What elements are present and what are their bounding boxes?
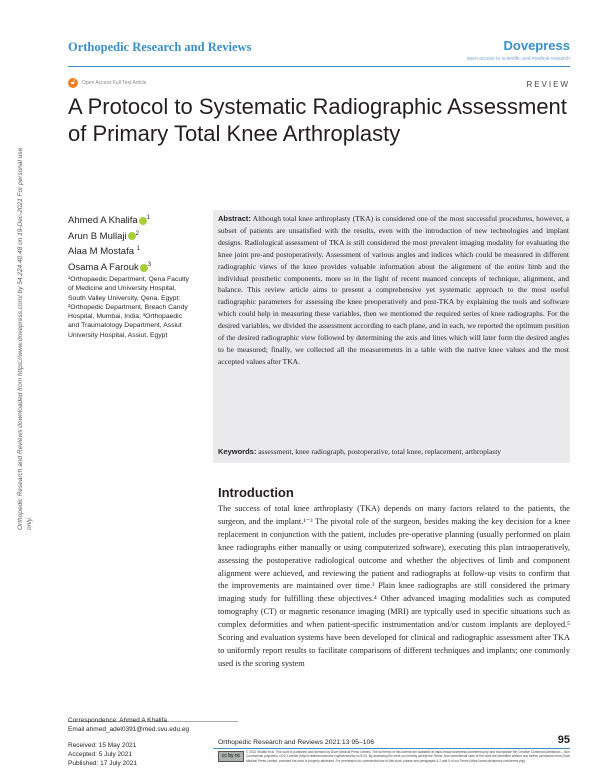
author-affiliation-mark: 1 [146, 215, 151, 221]
keywords-label: Keywords: [218, 447, 257, 456]
author-affiliation-mark: 3 [147, 261, 152, 268]
cc-license-icon[interactable]: cc by nc [218, 751, 244, 762]
author [68, 212, 151, 228]
received-date: Received: 15 May 2021 [68, 742, 137, 749]
keywords-text: assessment, knee radiograph, postoperative, total knee, replacement, arthroplasty [258, 447, 502, 456]
download-watermark [8, 140, 54, 530]
author-affiliation-mark: 1 [136, 246, 140, 253]
author-affiliation-mark: 2 [135, 230, 139, 237]
author [68, 228, 151, 244]
section-heading: Introduction [218, 485, 294, 500]
open-access-icon: 🔓︎ [68, 78, 78, 88]
affiliations: ¹Orthopaedic Department, Qena Faculty of Medicine and University Hospital, South Valley University, Qena, Egypt; ²Orthopedic Department, Breach Candy Hospital, Mumbai, India; ³Orthopaedic and Traumatology Department, Assiut University Hospital, Assiut, Egypt [68, 276, 189, 339]
page-number: 95 [557, 734, 570, 746]
introduction-text: The success of total knee arthroplasty (TKA) depends on many factors related to the patients, the surgeon, and the implant.¹⁻³ The pivotal role of the surgeon, besides making the key decision for a knee replacement in conjunction with the patient, includes pre-operative planning (usually performed on plain knee radiographs either manually or using computerized software), executing this plan intraoperatively, assessing the postoperative radiological outcome and whether the objectives of limb and component alignment were achieved, and reviewing the patient and radiographs at follow-up visits to confirm that the improvements are maintained over time.³ Plain knee radiographs are still considered the primary imaging study for fulfilling these objectives.⁴ Other advanced imaging modalities such as computed tomography (CT) or magnetic resonance imaging (MRI) are typically used in specific situations such as complex deformities and when patient-specific instrumentation and/or custom implants are deployed.⁵ Scoring and evaluation systems have been developed for clinical and radiographic assessment after TKA to uniformly report results to facilitate comparisons of different techniques and implants; one commonly used is the scoring system [218, 504, 570, 668]
article-title: A Protocol to Systematic Radiographic Assessment of Primary Total Knee Arthroplasty [68, 94, 567, 146]
author [68, 243, 151, 259]
download-watermark-text: Orthopedic Research and Reviews downloaded from https://www.dovepress.com/ by 54.224.40.48 on 19-Dec-2021 For personal use only. [17, 147, 33, 530]
author-name: Ahmed A Khalifa [68, 215, 138, 227]
abstract-label: Abstract: [218, 214, 251, 223]
article-type: REVIEW [526, 80, 570, 89]
publisher-tagline: open access to scientific and medical research [466, 56, 570, 62]
header-divider [68, 66, 570, 67]
journal-name: Orthopedic Research and Reviews [68, 40, 252, 54]
author-name: Osama A Farouk [68, 262, 139, 274]
author-list [68, 212, 151, 275]
correspondence [68, 716, 189, 734]
abstract-text: Although total knee arthroplasty (TKA) is considered one of the most successful procedures, however, a subset of patients are unsatisfied with the results, even with the introduction of new technologies and implant designs. Radiological assessment of TKA is still considered the most prevalent imaging modality for evaluating the knee joint pre-and postoperatively. Assessment of various angles and indices which could be measured in different radiographic views of the knee provides valuable information about the alignment of the entire limb and the individual prosthetic components, more so in the light of recent nuanced concepts of technique, alignment, and balance. This review article aims to present a comprehensive yet systematic approach to the most useful radiographic parameters for assessing the knee preoperatively and post-TKA by explaining the tools and software which could help in measuring these variables, then we mentioned the required series of knee radiographs. For the desired variables, we divided the assessment according to each plane, and in each, we reported the optimum position of the desired radiographic view followed by determining the axis and lines which will later form the desired angles to be measured; finally, we collected all the measurements in a table with the native knee values and the most accepted values after TKA. [218, 214, 569, 366]
open-access-label: Open Access Full Text Article [82, 80, 147, 86]
publisher-logo: Dovepress [503, 38, 570, 53]
article-dates [68, 742, 137, 768]
correspondence-email[interactable]: Email ahmed_adel0391@med.svu.edu.eg [68, 726, 190, 733]
orcid-icon[interactable] [128, 232, 136, 240]
keywords [218, 446, 569, 457]
published-date: Published: 17 July 2021 [68, 759, 138, 767]
accepted-date: Accepted: 5 July 2021 [68, 750, 132, 758]
author-name: Alaa M Mostafa [68, 246, 134, 258]
abstract [218, 213, 569, 368]
author [68, 259, 151, 275]
correspondence-author: Correspondence: Ahmed A Khalifa [68, 717, 168, 724]
orcid-icon[interactable] [139, 217, 147, 225]
license-text: © 2021 Khalifa et al. This work is published and licensed by Dove Medical Press Limited. The full terms of this license are available at https://www.dovepress.com/terms.php and incorporate the Creative Commons Attribution – Non Commercial (unported, v3.0) License (http://creativecommons.org/licenses/by-nc/3.0/). By accessing the work you hereby accept the Terms. Non-commercial uses of the work are permitted without any further permission from Dove Medical Press Limited, provided the work is properly attributed. For permission for commercial use of this work, please see paragraphs 4.2 and 5 of our Terms (https://www.dovepress.com/terms.php). [246, 750, 570, 763]
orcid-icon[interactable] [140, 264, 148, 272]
footer-citation: Orthopedic Research and Reviews 2021:13 95–106 [218, 739, 375, 746]
author-name: Arun B Mullaji [68, 230, 127, 242]
footer-divider [213, 748, 570, 749]
